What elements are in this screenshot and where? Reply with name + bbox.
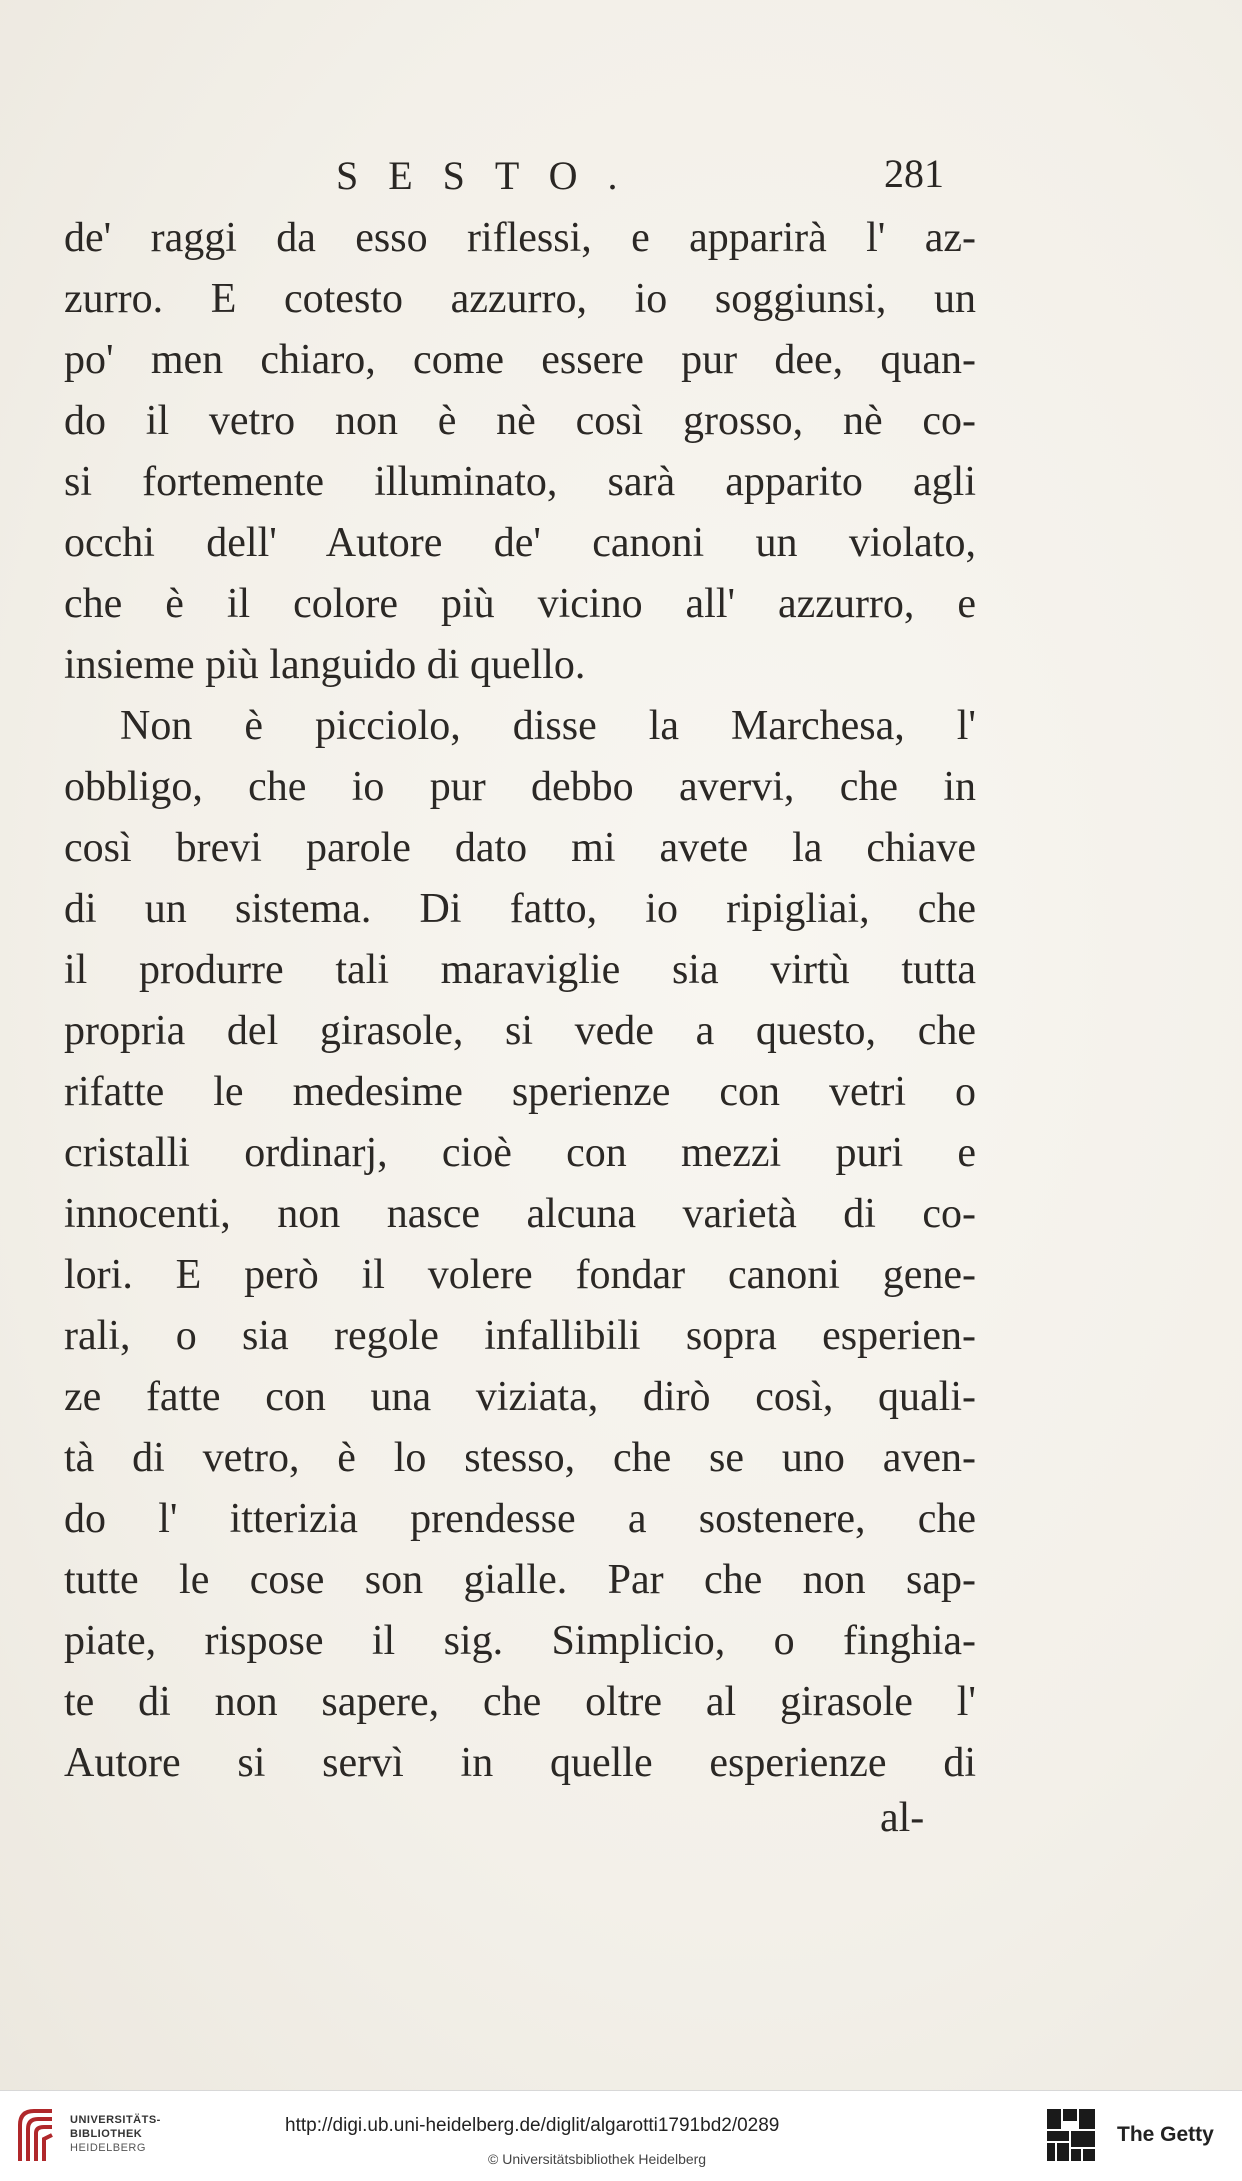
body-text [64,208,976,1794]
text-line: insieme più languido di quello. [64,642,586,688]
running-head-title: SESTO. [336,153,648,198]
text-line: che è il colore più vicino all' azzurro, e [64,581,976,627]
text-line: così brevi parole dato mi avete la chiave [64,825,976,871]
text-line: Non è picciolo, disse la Marchesa, l' [120,703,976,749]
text-line: tutte le cose son gialle. Par che non sap- [64,1557,976,1603]
text-line: occhi dell' Autore de' canoni un violato, [64,520,976,566]
text-line: innocenti, non nasce alcuna varietà di co- [64,1191,976,1237]
library-name-line: BIBLIOTHEK [70,2128,143,2140]
text-line: te di non sapere, che oltre al girasole l' [64,1679,976,1725]
text-line: do l' itterizia prendesse a sostenere, che [64,1496,976,1542]
text-line: do il vetro non è nè così grosso, nè co- [64,398,976,444]
getty-logo-icon[interactable] [1045,2107,1097,2163]
text-line: di un sistema. Di fatto, io ripigliai, che [64,886,976,932]
text-line: po' men chiaro, come essere pur dee, quan- [64,337,976,383]
text-line: obbligo, che io pur debbo avervi, che in [64,764,976,810]
viewer-footer [0,2090,1242,2181]
text-line: lori. E però il volere fondar canoni gene- [64,1252,976,1298]
library-name-line: HEIDELBERG [70,2142,146,2154]
catchword: al- [880,1795,925,1841]
library-name-line: UNIVERSITÄTS- [70,2114,161,2126]
text-line: il produrre tali maraviglie sia virtù tutta [64,947,976,993]
text-line: piate, rispose il sig. Simplicio, o finghia- [64,1618,976,1664]
text-line: si fortemente illuminato, sarà apparito agli [64,459,976,505]
page-number: 281 [884,151,944,196]
text-line: rifatte le medesime sperienze con vetri o [64,1069,976,1115]
library-name[interactable] [70,2113,161,2155]
text-line: zurro. E cotesto azzurro, io soggiunsi, un [64,276,976,322]
text-line: rali, o sia regole infallibili sopra esperien- [64,1313,976,1359]
copyright-notice: © Universitätsbibliothek Heidelberg [488,2151,707,2167]
partner-name[interactable]: The Getty [1117,2123,1214,2146]
text-line: cristalli ordinarj, cioè con mezzi puri e [64,1130,976,1176]
text-line: tà di vetro, è lo stesso, che se uno aven- [64,1435,976,1481]
text-line: Autore si servì in quelle esperienze di [64,1740,976,1786]
heidelberg-library-logo-icon[interactable] [14,2105,58,2167]
text-line: propria del girasole, si vede a questo, che [64,1008,976,1054]
permalink-url[interactable]: http://digi.ub.uni-heidelberg.de/diglit/algarotti1791bd2/0289 [285,2115,780,2136]
text-line: ze fatte con una viziata, dirò così, quali- [64,1374,976,1420]
text-line: de' raggi da esso riflessi, e apparirà l' az- [64,215,976,261]
